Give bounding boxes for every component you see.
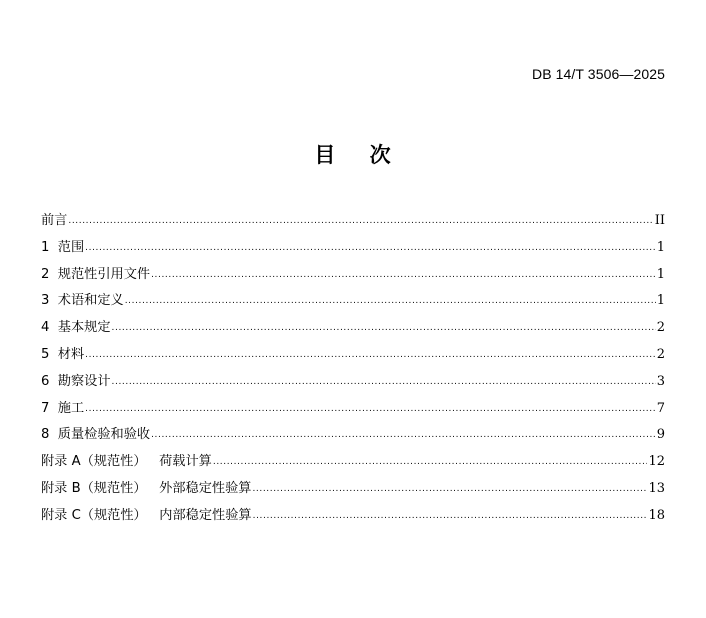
toc-entry-label: 附录 B（规范性） 外部稳定性验算 bbox=[41, 480, 252, 496]
toc-entry-label: 4 基本规定 bbox=[41, 320, 111, 336]
toc-entry-page: 3 bbox=[656, 373, 665, 389]
toc-entry-page: 2 bbox=[656, 320, 665, 336]
dot-leader bbox=[252, 476, 647, 503]
toc-entry-label: 附录 A（规范性） 荷载计算 bbox=[41, 454, 212, 470]
toc-entry-label: 7 施工 bbox=[41, 400, 85, 416]
toc-entry-construction[interactable] bbox=[41, 396, 665, 423]
toc-entry-foreword[interactable] bbox=[41, 208, 665, 235]
toc-entry-terms-definitions[interactable] bbox=[41, 288, 665, 315]
toc-title: 目 次 bbox=[314, 143, 392, 167]
dot-leader bbox=[85, 396, 656, 423]
toc-entry-label: 8 质量检验和验收 bbox=[41, 427, 151, 443]
toc-entry-label: 6 勘察设计 bbox=[41, 373, 111, 389]
dot-leader bbox=[85, 235, 656, 262]
toc-entry-page: 1 bbox=[656, 266, 665, 282]
document-code: DB 14/T 3506—2025 bbox=[532, 66, 665, 82]
toc-entry-label: 2 规范性引用文件 bbox=[41, 266, 151, 282]
dot-leader bbox=[68, 208, 653, 235]
toc-entry-appendix-c[interactable] bbox=[41, 503, 665, 530]
dot-leader bbox=[85, 342, 656, 369]
toc-entry-page: 9 bbox=[656, 427, 665, 443]
dot-leader bbox=[112, 369, 656, 396]
dot-leader bbox=[213, 449, 648, 476]
dot-leader bbox=[253, 503, 648, 530]
table-of-contents bbox=[41, 208, 665, 530]
toc-entry-normative-references[interactable] bbox=[41, 262, 665, 289]
dot-leader bbox=[151, 422, 656, 449]
toc-entry-quality-inspection[interactable] bbox=[41, 422, 665, 449]
toc-entry-page: 13 bbox=[648, 480, 665, 496]
toc-entry-page: 1 bbox=[656, 239, 665, 255]
toc-entry-appendix-b[interactable] bbox=[41, 476, 665, 503]
toc-entry-scope[interactable] bbox=[41, 235, 665, 262]
toc-entry-page: 1 bbox=[656, 293, 665, 309]
toc-entry-basic-provisions[interactable] bbox=[41, 315, 665, 342]
toc-entry-label: 前言 bbox=[41, 213, 68, 228]
toc-entry-page: 18 bbox=[648, 507, 665, 523]
toc-entry-page: II bbox=[654, 213, 665, 228]
toc-entry-label: 附录 C（规范性） 内部稳定性验算 bbox=[41, 507, 252, 523]
dot-leader bbox=[112, 315, 656, 342]
toc-entry-appendix-a[interactable] bbox=[41, 449, 665, 476]
toc-entry-survey-design[interactable] bbox=[41, 369, 665, 396]
toc-entry-label: 1 范围 bbox=[41, 239, 85, 255]
dot-leader bbox=[151, 262, 656, 289]
toc-entry-materials[interactable] bbox=[41, 342, 665, 369]
toc-entry-page: 2 bbox=[656, 346, 665, 362]
toc-entry-label: 3 术语和定义 bbox=[41, 293, 124, 309]
toc-entry-page: 7 bbox=[656, 400, 665, 416]
dot-leader bbox=[125, 288, 656, 315]
toc-entry-label: 5 材料 bbox=[41, 346, 85, 362]
toc-entry-page: 12 bbox=[648, 454, 665, 470]
